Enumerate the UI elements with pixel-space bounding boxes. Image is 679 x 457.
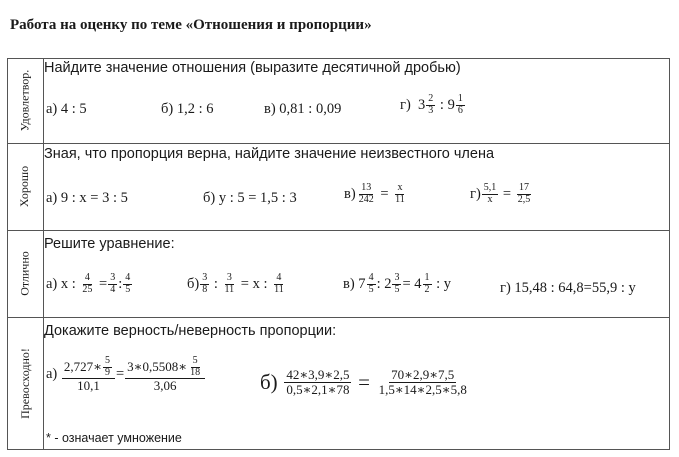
task-4-a: а) 2,727∗ 5 9 10,1 = 3∗0,5508∗ 5 18 3,06	[46, 356, 206, 393]
task-2-text: Зная, что пропорция верна, найдите значение неизвестного члена	[44, 146, 495, 162]
table-border-top	[7, 58, 670, 59]
task-1-a: а) 4 : 5	[46, 101, 87, 117]
task-1-text: Найдите значение отношения (выразите десятичной дробью)	[44, 60, 461, 76]
footnote: * - означает умножение	[46, 431, 182, 445]
task-3-b: б) 3 8 : $\frac{3}{11}$ = х : 4 11	[187, 272, 284, 295]
task-3-c: в) 7 4 5 : 2 $\frac{3}{5}$ = 4 1 2 : у	[343, 272, 452, 295]
task-3-a: а) х : $\frac{4}{25}$ = $\frac{3}{4}$ : 4 5	[46, 272, 131, 295]
task-2-b: б) у : 5 = 1,5 : 3	[203, 190, 297, 206]
row-divider	[7, 230, 670, 231]
task-1-b: б) 1,2 : 6	[161, 101, 214, 117]
row-label-superb: Превосходно!	[17, 347, 32, 419]
task-3-d: г) 15,48 : 64,8=55,9 : у	[500, 280, 636, 296]
table-border-right	[669, 58, 670, 449]
task-2-c: в) $\frac{13}{242}$ = $\frac{x}{11}$	[344, 182, 405, 205]
row-divider	[7, 143, 670, 144]
task-1-d: г) 3 2 3 : 9 1 6	[400, 93, 463, 116]
task-3-text: Решите уравнение:	[44, 236, 175, 252]
row-label-satisfactory: Удовлетвор.	[17, 69, 32, 132]
table-border-bottom	[7, 449, 670, 450]
row-divider	[7, 317, 670, 318]
row-label-excellent: Отлично	[17, 251, 32, 296]
page-title: Работа на оценку по теме «Отношения и пропорции»	[10, 17, 372, 33]
column-divider	[43, 58, 44, 449]
task-1-c: в) 0,81 : 0,09	[264, 101, 342, 117]
task-2-a: а) 9 : х = 3 : 5	[46, 190, 128, 206]
task-2-d: г) $\frac{5,1}{x}$ = $\frac{17}{2,5}$	[470, 182, 531, 205]
task-4-text: Докажите верность/неверность пропорции:	[44, 323, 337, 339]
task-4-b: б) $\frac{42∗3,9∗2,5}{0,5∗2,1∗78}$ = $\frac{70∗2,9∗7,5}{1,5∗14∗2,5∗5,8}$	[260, 367, 467, 397]
row-label-good: Хорошо	[17, 165, 32, 208]
